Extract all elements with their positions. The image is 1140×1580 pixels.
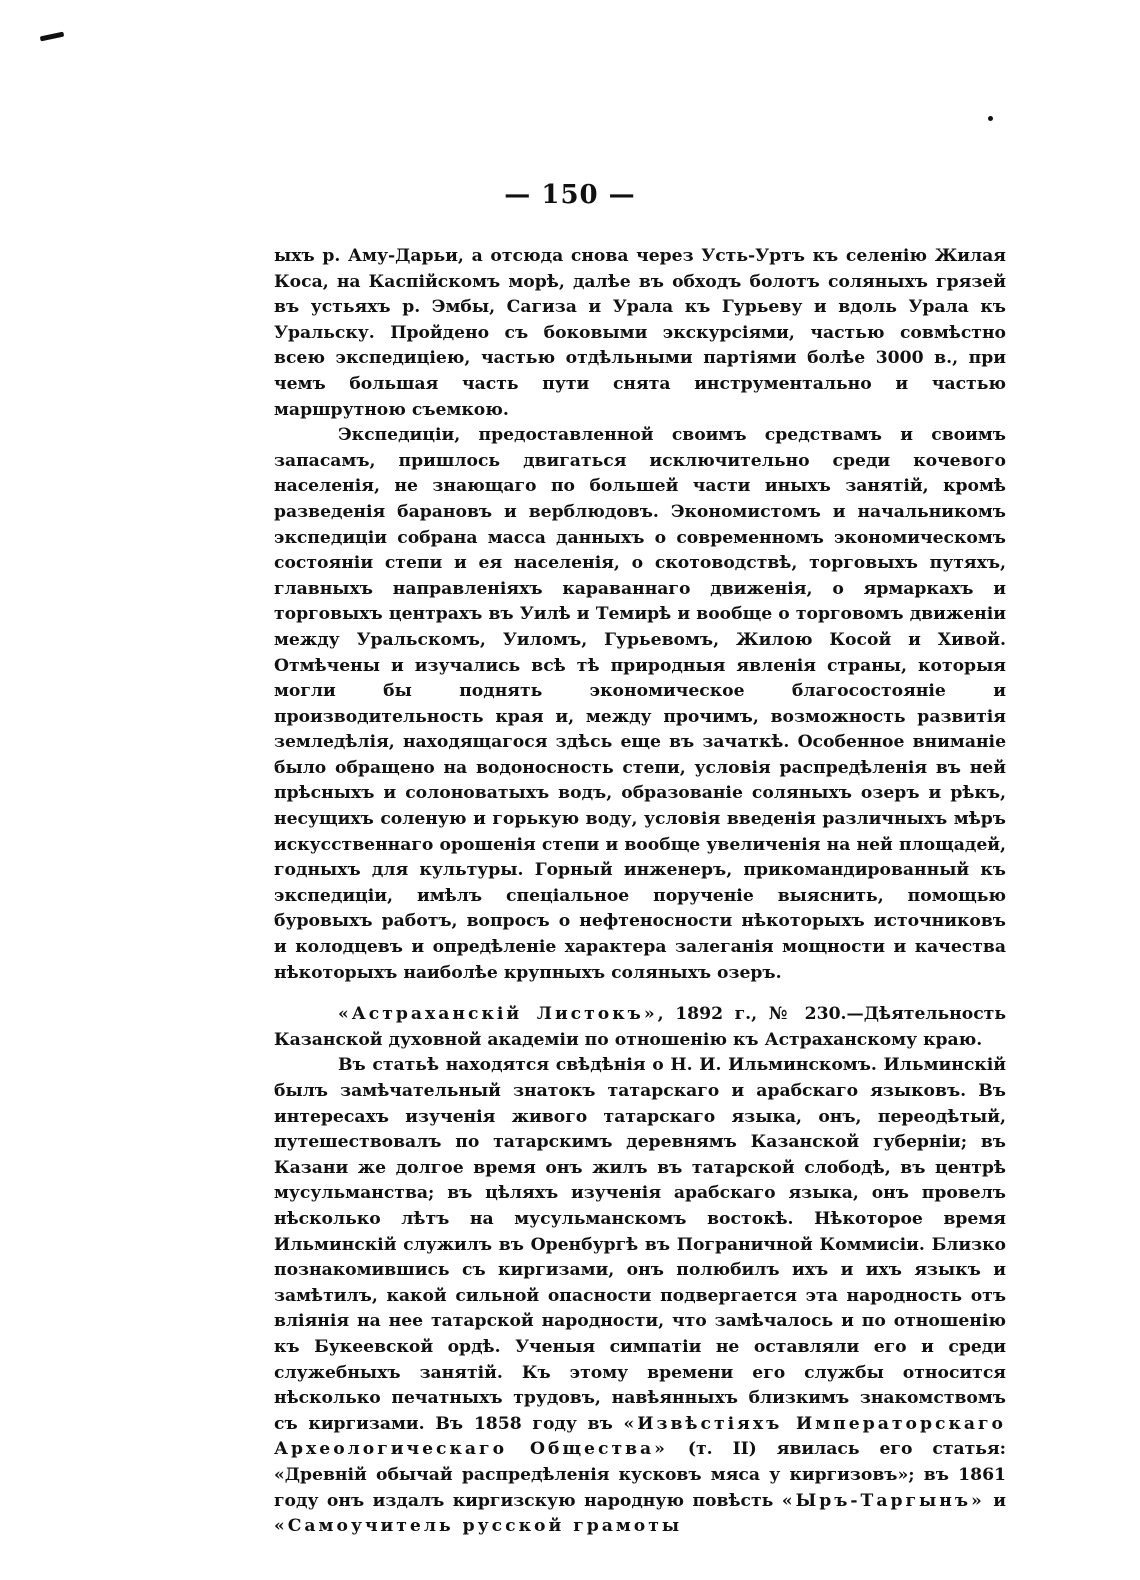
citation-details: , 1892 г., № 230.—Дѣятельность Казанской духовной академіи по отношенію къ Астраханскому краю.	[274, 1004, 1006, 1050]
self-teacher-title: «Самоучитель русской грамоты	[274, 1516, 683, 1537]
body-text	[274, 244, 1006, 1540]
folk-tale-title: «Ыръ-Таргынъ»	[781, 1490, 985, 1511]
journal-title: «Извѣстіяхъ Императорскаго Археологическаго Общества»	[274, 1413, 1006, 1460]
citation-source-title: «Астраханскій Листокъ»	[338, 1004, 658, 1025]
page-number: — 150 —	[504, 180, 636, 210]
paragraph-ilminsky	[274, 1053, 1006, 1539]
paragraph-expedition-route: ыхъ р. Аму-Дарьи, а отсюда снова через Усть-Уртъ къ селенію Жилая Коса, на Каспійскомъ морѣ, далѣе въ обходъ болотъ соляныхъ грязей въ устьяхъ р. Эмбы, Сагиза и Урала къ Гурьеву и вдоль Урала къ Уральску. Пройдено съ боковыми экскурсіями, частью совмѣстно всею экспедиціею, частью отдѣльными партіями болѣе 3000 в., при чемъ большая часть пути снята инструментально и частью маршрутною съемкою.	[274, 246, 1006, 420]
ilminsky-text-part-1: Въ статьѣ находятся свѣдѣнія о Н. И. Ильминскомъ. Ильминскій былъ замѣчательный знатокъ татарскаго и арабскаго языковъ. Въ интересахъ изученія живого татарскаго языка, онъ, переодѣтый, путешествовалъ по татарскимъ деревнямъ Казанской губерніи; въ Казани же долгое время онъ жилъ въ татарской слободѣ, въ центрѣ мусульманства; въ цѣляхъ изученія арабскаго языка, онъ провелъ нѣсколько лѣтъ на мусульманскомъ востокѣ. Нѣкоторое время Ильминскій служилъ въ Оренбургѣ въ Пограничной Коммисіи. Близко познакомившись съ киргизами, онъ полюбилъ ихъ и ихъ языкъ и замѣтилъ, какой сильной опасности подвергается эта народность отъ вліянія на нее татарской народности, что замѣчалось и по отношенію къ Букеевской ордѣ. Ученыя симпатіи не оставляли его и среди служебныхъ занятій. Къ этому времени его службы относится нѣсколько печатныхъ трудовъ, навѣянныхъ близкимъ знакомствомъ съ киргизами. Въ 1858 году въ	[274, 1055, 1006, 1434]
scan-artifact-dot	[988, 116, 993, 121]
scan-artifact-mark	[40, 32, 65, 42]
paragraph-citation	[274, 1002, 1006, 1053]
paragraph-expedition-findings: Экспедиціи, предоставленной своимъ средствамъ и своимъ запасамъ, пришлось двигаться исключительно среди кочевого населенія, не знающаго по большей части иныхъ занятій, кромѣ разведенія барановъ и верблюдовъ. Экономистомъ и начальникомъ экспедиціи собрана масса данныхъ о современномъ экономическомъ состояніи степи и ея населенія, о скотоводствѣ, торговыхъ путяхъ, главныхъ направленіяхъ караваннаго движенія, о ярмаркахъ и торговыхъ центрахъ въ Уилѣ и Темирѣ и вообще о торговомъ движеніи между Уральскомъ, Уиломъ, Гурьевомъ, Жилою Косой и Хивой. Отмѣчены и изучались всѣ тѣ природныя явленія страны, которыя могли бы поднять экономическое благосостояніе и производительность края и, между прочимъ, возможность развитія земледѣлія, находящагося здѣсь еще въ зачаткѣ. Особенное вниманіе было обращено на водоносность степи, условія распредѣленія въ ней прѣсныхъ и солоноватыхъ водъ, образованіе соляныхъ озеръ и рѣкъ, несущихъ соленую и горькую воду, условія введенія различныхъ мѣръ искусственнаго орошенія степи и вообще увеличенія на ней площадей, годныхъ для культуры. Горный инженеръ, прикомандированный къ экспедиціи, имѣлъ спеціальное порученіе выяснить, помощью буровыхъ работъ, вопросъ о нефтеносности нѣкоторыхъ источниковъ и колодцевъ и опредѣленіе характера залеганія мощности и качества нѣкоторыхъ наиболѣе крупныхъ соляныхъ озеръ.	[274, 425, 1006, 983]
ilminsky-text-conjunction: и	[984, 1490, 1007, 1511]
ilminsky-text-part-2: (т. II) явилась его статья: «Древній обычай распредѣленія кусковъ мяса у киргизовъ»; въ 1861 году онъ издалъ киргизскую народную повѣсть	[274, 1439, 1006, 1511]
